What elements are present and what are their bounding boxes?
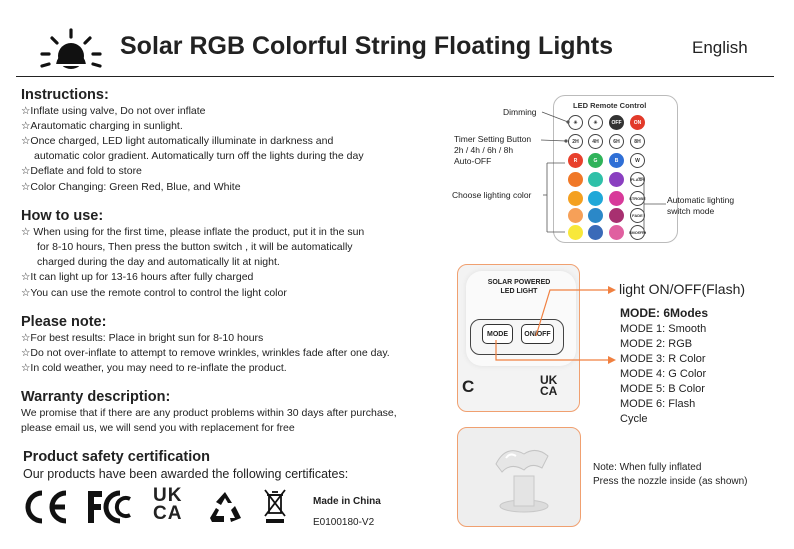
smooth-button[interactable]: SMOOTH (630, 225, 645, 240)
dim-down-button[interactable]: ☀ (568, 115, 583, 130)
how-to-use-line: charged during the day and automatically lit at night. (37, 256, 280, 268)
blue-button[interactable]: B (609, 153, 624, 168)
note-line: ☆For best results: Place in bright sun for 8-10 hours (21, 332, 264, 344)
ukca-uk-text: UK (153, 485, 183, 506)
switch-mode-label: switch mode (667, 206, 715, 216)
on-button[interactable]: ON (630, 115, 645, 130)
how-to-use-line: ☆ When using for the first time, please inflate the product, put it in the sun (21, 226, 365, 238)
device-label-1: SOLAR POWERED (487, 279, 551, 286)
how-to-use-heading: How to use: (21, 208, 104, 224)
auto-lighting-label: Automatic lighting (667, 195, 735, 205)
timer-4h-button[interactable]: 4H (588, 134, 603, 149)
instruction-line: ☆Color Changing: Green Red, Blue, and White (21, 181, 241, 193)
how-to-use-line: ☆You can use the remote control to control the light color (21, 287, 287, 299)
mode-line: Cycle (620, 413, 648, 425)
note-line-1: Note: When fully inflated (593, 462, 702, 473)
made-in-china: Made in China (313, 496, 381, 507)
remote-title: LED Remote Control (573, 101, 647, 110)
weee-bin-icon (262, 487, 288, 525)
timer-label: Timer Setting Button (454, 134, 532, 144)
ukca-ca-text: CA (153, 503, 183, 524)
instruction-line: ☆Deflate and fold to store (21, 165, 142, 177)
instructions-heading: Instructions: (21, 87, 109, 103)
ukca-mark (153, 487, 182, 523)
mode-line: MODE 1: Smooth (620, 323, 707, 335)
product-code: E0100180-V2 (313, 517, 375, 528)
header-divider (16, 76, 774, 77)
how-to-use-line: for 8-10 hours, Then press the button switch , it will be automatically (37, 241, 353, 253)
onoff-button[interactable]: ON/OFF (521, 324, 554, 344)
sun-icon (38, 26, 104, 70)
green-button[interactable]: G (588, 153, 603, 168)
note-line-2: Press the nozzle inside (as shown) (593, 476, 748, 487)
remote-callout-lines (440, 100, 690, 240)
off-button[interactable]: OFF (609, 115, 624, 130)
flash-button[interactable]: FLASH (630, 172, 645, 187)
instruction-line: ☆Once charged, LED light automatically illuminate in darkness and (21, 135, 334, 147)
note-line: ☆In cold weather, you may need to re-inflate the product. (21, 362, 287, 374)
mode-line: MODE 2: RGB (620, 338, 693, 350)
nozzle-illustration (476, 436, 566, 521)
recycle-icon (206, 489, 244, 525)
choose-color-label: Choose lighting color (452, 190, 532, 200)
mode-line: MODE 4: G Color (620, 368, 707, 380)
safety-heading: Product safety certification (23, 449, 210, 465)
device-uk-text: UK (540, 373, 558, 387)
mode-button[interactable]: MODE (482, 324, 513, 344)
timer-8h-button[interactable]: 8H (630, 134, 645, 149)
red-button[interactable]: R (568, 153, 583, 168)
warranty-line: We promise that if there are any product problems within 30 days after purchase, (21, 407, 397, 419)
device-fc-mark: C (462, 377, 475, 396)
onoff-flash-label: light ON/OFF(Flash) (619, 281, 746, 297)
dim-up-button[interactable]: ☀ (588, 115, 603, 130)
device-callout-arrows (486, 280, 616, 365)
timer-auto-off-label: Auto-OFF (454, 156, 492, 166)
strobe-button[interactable]: STROBE (630, 191, 645, 206)
mode-line: MODE 6: Flash (620, 398, 696, 410)
instruction-line: ☆Inflate using valve, Do not over inflate (21, 105, 206, 117)
timer-2h-button[interactable]: 2H (568, 134, 583, 149)
device-ca-text: CA (540, 384, 558, 398)
device-ukca-mark (540, 375, 557, 397)
page-title: Solar RGB Colorful String Floating Lights (120, 32, 614, 60)
warranty-heading: Warranty description: (21, 389, 171, 405)
warranty-line: please email us, we will send you with replacement for free (21, 422, 295, 434)
please-note-heading: Please note: (21, 314, 107, 330)
device-label-2: LED LIGHT (500, 288, 538, 295)
timer-options-label: 2h / 4h / 6h / 8h (454, 145, 514, 155)
instruction-line: ☆Arautomatic charging in sunlight. (21, 120, 183, 132)
modes-title: MODE: 6Modes (620, 306, 709, 320)
mode-line: MODE 3: R Color (620, 353, 706, 365)
how-to-use-line: ☆It can light up for 13-16 hours after fully charged (21, 271, 254, 283)
note-line: ☆Do not over-inflate to attempt to remove wrinkles, wrinkles fade after one day. (21, 347, 390, 359)
mode-line: MODE 5: B Color (620, 383, 705, 395)
fcc-mark-icon (84, 489, 136, 525)
dimming-label: Dimming (503, 107, 537, 117)
white-button[interactable]: W (630, 153, 645, 168)
timer-6h-button[interactable]: 6H (609, 134, 624, 149)
fade-button[interactable]: FADE (630, 208, 645, 223)
instruction-line: automatic color gradient. Automatically turn off the lights during the day (34, 150, 364, 162)
nozzle-photo (457, 427, 581, 527)
safety-subtitle: Our products have been awarded the following certificates: (23, 467, 349, 481)
ce-mark-icon (22, 489, 70, 525)
language-label: English (692, 38, 748, 57)
